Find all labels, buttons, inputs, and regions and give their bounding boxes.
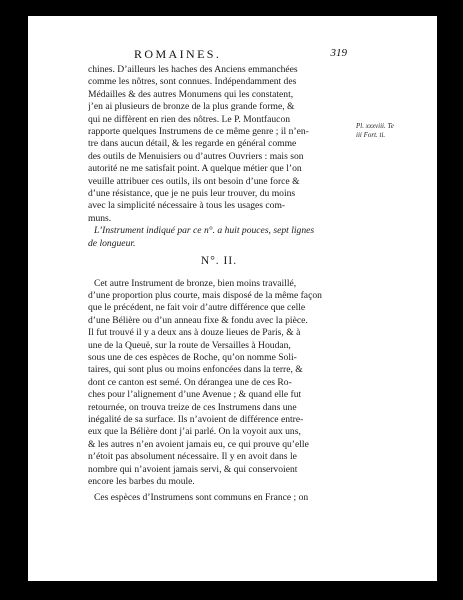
text-line: Cet autre Instrument de bronze, bien moins travaillé, [94,277,297,289]
text-line: retournée, on trouva treize de ces Instrumens dans une [88,401,297,413]
text-line: taires, qui sont plus ou moins enfoncées dans la terre, & [88,364,303,376]
section-heading: N°. II. [200,255,238,268]
paragraph-2 [88,278,350,489]
paragraph-1 [88,64,350,225]
text-line: d’une Bélière ou d’un anneau fixe & fondu avec la pièce. [88,314,308,326]
text-line: tre dans aucun détail, & les regarde en général comme [88,138,297,150]
text-line: d’une résistance, que je ne puis leur trouver, du moins [88,188,296,200]
note-line: de longueur. [88,237,136,249]
margin-note-line: iii Fort. ti. [356,131,386,139]
text-line: Ces espèces d’Instrumens sont communs en France ; on [94,492,309,504]
text-line: une de la Queuë, sur la route de Versailles à Houdan, [88,339,291,351]
text-line: dont ce canton est semé. On dérangea une de ces Ro- [88,376,292,388]
text-line: que le précédent, ne fait voir d’autre différence que celle [88,302,306,314]
text-line: n’étoit pas absolument nécessaire. Il y en avoit dans le [88,451,297,463]
text-line: j’en ai plusieurs de bronze de la plus grande forme, & [88,101,295,113]
text-line: eux que la Bélière dont j’ai parlé. On la voyoit aux uns, [88,426,301,438]
margin-note-line: Pl. xxxviii. Te [356,122,394,130]
text-line: & les autres n’en avoient jamais eu, ce qui prouve qu’elle [88,438,309,450]
text-line: Médailles & des autres Monumens qui les constatent, [88,88,294,100]
text-line: inégalité de sa surface. Ils n’avoient de différence entre- [88,413,304,425]
text-line: encore les barbes du moule. [88,476,195,487]
margin-note [356,122,406,140]
text-line: avec la simplicité nécessaire à tous les usages com- [88,200,286,212]
text-line: qui ne diffèrent en rien des nôtres. Le P. Montfaucon [88,113,291,125]
text-line: chines. D’ailleurs les haches des Anciens emmanchées [88,64,298,75]
paragraph-3 [88,492,350,504]
running-title: ROMAINES. [134,47,222,61]
text-line: rapporte quelques Instrumens de ce même genre ; il n’en- [88,126,309,138]
text-line: veuille attribuer ces outils, ils ont besoin d’une force & [88,175,300,187]
text-line: sous une de ces espèces de Roche, qu’on nomme Soli- [88,351,297,363]
text-line: autorité ne me satisfait point. A quelque métier que l’on [88,163,302,175]
note-line: L’Instrument indiqué par ce n°. a huit pouces, sept lignes [94,225,315,237]
text-line: des outils de Menuisiers ou d’autres Ouvriers : mais son [88,150,304,162]
text-line: Il fut trouvé il y a deux ans à douze lieues de Paris, & à [88,327,301,339]
text-line: muns. [88,212,112,224]
text-line: comme les nôtres, sont connues. Indépendamment des [88,76,297,88]
text-line: nombre qui n’avoient jamais servi, & qui conservoient [88,463,298,475]
text-line: d’une proportion plus courte, mais disposé de la même façon [88,289,322,301]
note [88,225,350,250]
page-header [87,47,347,63]
page-number: 319 [330,47,347,59]
text-line: ches pour l’alignement d’une Avenue ; & quand elle fut [88,389,302,401]
page-body [88,64,350,505]
